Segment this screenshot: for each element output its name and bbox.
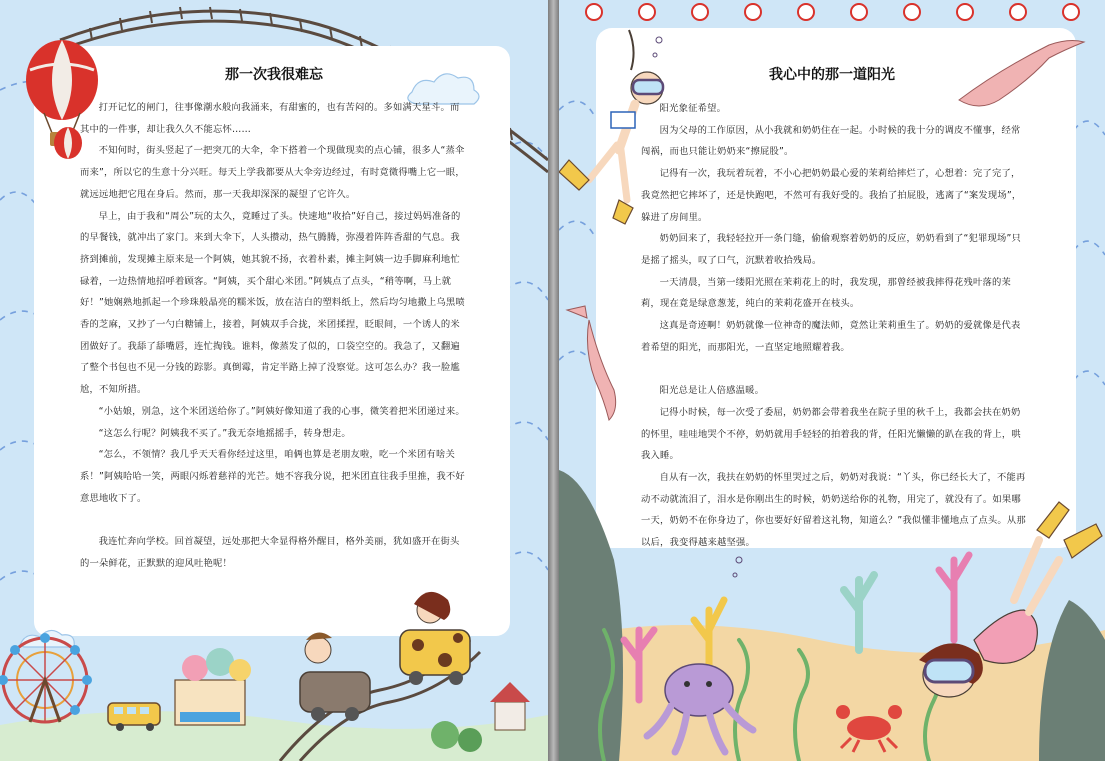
right-paragraph: 一天清晨，当第一缕阳光照在茉莉花上的时，我发现，那曾经被我摔得花残叶落的茉莉，现在竟是绿意葱茏，纯白的茉莉花盛开在枝头。 — [641, 276, 1011, 310]
left-paragraph: 打开记忆的闸门，往事像潮水般向我涌来，有甜蜜的，也有苦闷的。多如满天星斗。而其中的一件事，却让我久久不能忘怀…… — [80, 102, 460, 135]
left-paragraph: 我连忙奔向学校。回首凝望，远处那把大伞显得格外醒目，格外美丽，犹如盛开在街头的一朵鲜花，正默默的迎风吐艳呢！ — [80, 536, 460, 569]
right-page — [559, 0, 1105, 761]
left-paragraph: 不知何时，街头竖起了一把突兀的大伞，伞下搭着一个现做现卖的点心铺，很多人“蒸伞而来”，所以它的生意十分兴旺。每天上学我都要从大伞旁边经过，有时竟微得嘴上它一眼，就远远地把它甩在身后。然而，那一天我却深深的凝望了它许久。 — [80, 145, 465, 200]
right-blank-line — [641, 358, 1027, 380]
left-paragraph: “小姑娘，别急，这个米团送给你了。”阿姨好像知道了我的心事，微笑着把米团递过来。 — [98, 405, 465, 417]
right-paragraph: 记得小时候，每一次受了委屈，奶奶都会带着我坐在院子里的秋千上，我都会扶在奶奶的怀里，哇哇地哭个不停，奶奶就用手轻轻的拍着我的背，任阳光懒懒的趴在我的背上，哄我入睡。 — [641, 406, 1021, 462]
book-gutter — [548, 0, 559, 761]
left-paragraph: “怎么，不领情？我几乎天天看你经过这里，咱俩也算是老朋友啦，吃一个米团有啥关系！”阿姨哈哈一笑，两眼闪烁着慈祥的光芒。她不容我分说，把米团直往我手里推，我不好意思地收下了。 — [80, 449, 465, 504]
ferris-wheel-icon — [0, 633, 92, 722]
right-paragraph: 自从有一次，我扶在奶奶的怀里哭过之后，奶奶对我说：“丫头，你已经长大了，不能再动不动就流泪了，泪水是你刚出生的时候，奶奶送给你的礼物，用完了，就没有了。如果哪一天，奶奶不在你身边了，你也要好好留着这礼物，知道么？”我似懂非懂地点了点头。从那以后，我变得越来越坚强。 — [641, 471, 1026, 549]
right-paragraph: 阳光象征希望。 — [659, 103, 727, 114]
left-paragraph: 早上，由于我和“周公”玩的太久，竟睡过了头。快速地“收拾”好自己，接过妈妈准备的的早餐钱，就冲出了家门。来到大伞下，人头攒动，热气腾腾，弥漫着阵阵香甜的气息。我挤到摊前，发现摊主原来是一个阿姨，她其貌不扬，衣着朴素，摊主阿姨一边手脚麻利地忙碌着，一边热情地招呼着顾客。“阿姨，买个甜心米团。”阿姨点了点头，“稍等啊，马上就好！”她娴熟地抓起一个珍珠般晶亮的糯米饭，放在洁白的塑料纸上，然后均匀地撒上乌黑喷香的芝麻，又抄了一勺白糖铺上，接着，阿姨双手合拢，米团揉捏，眨眼间，一个诱人的米团做好了。我舔了舔嘴唇，连忙掏钱。谁料，像蒸发了似的，口袋空空的。我急了，又翻遍了整个书包也不见一分钱的踪影。真倒霉，肯定半路上掉了没察觉。这可怎么办？我一脸尴尬，不知所措。 — [80, 210, 465, 396]
left-paragraph: “这怎么行呢？阿姨我不买了。”我无奈地摇摇手，转身想走。 — [98, 427, 351, 439]
right-paragraph: 奶奶回来了，我轻轻拉开一条门缝，偷偷观察着奶奶的反应，奶奶看到了“犯罪现场”只是摇了摇头，叹了口气，沉默着收拾残局。 — [641, 233, 1022, 266]
left-page-title: 那一次我很难忘 — [225, 67, 323, 83]
right-page-title: 我心中的那一道阳光 — [769, 67, 895, 83]
right-paragraph: 阳光总是让人倍感温暖。 — [659, 385, 765, 397]
right-page-body — [641, 98, 1027, 554]
right-paragraph: 记得有一次，我玩着玩着，不小心把奶奶最心爱的茉莉给摔烂了，心想着：完了完了，我竟然把它摔坏了，还是快跑吧，不然可有我好受的。我抬了拍屁股，逃离了“案发现场”，躲进了房间里。 — [641, 168, 1022, 223]
right-paragraph: 因为父母的工作原因，从小我就和奶奶住在一起。小时候的我十分的调皮不懂事，经常闯祸，而也只能让奶奶来“擦屁股”。 — [641, 124, 1021, 158]
amusement-park-scene — [0, 0, 548, 761]
right-paragraph: 这真是奇迹啊！奶奶就像一位神奇的魔法师，竟然让茉莉重生了。奶奶的爱就像是代表着希望的阳光，而那阳光，一直坚定地照耀着我。 — [641, 320, 1021, 353]
left-page — [0, 0, 548, 761]
